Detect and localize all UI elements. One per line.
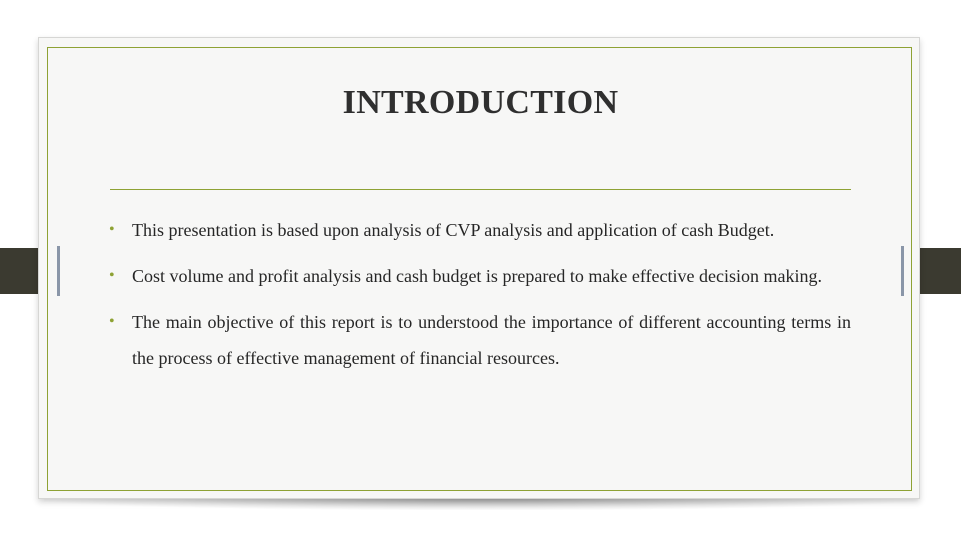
slide-shadow <box>44 498 918 510</box>
bullet-text: The main objective of this report is to understood the importance of different accounting terms in the process of effective management of financial resources. <box>132 312 851 368</box>
bullet-text: This presentation is based upon analysis of CVP analysis and application of cash Budget. <box>132 220 775 240</box>
slide-title: INTRODUCTION <box>342 84 619 121</box>
left-tab-accent <box>57 246 60 296</box>
bullet-dot-icon: • <box>109 313 115 330</box>
right-tab-accent <box>901 246 904 296</box>
bullet-text: Cost volume and profit analysis and cash budget is prepared to make effective decision making. <box>132 266 822 286</box>
bullet-dot-icon: • <box>109 221 115 238</box>
title-divider <box>110 189 851 190</box>
bullet-list <box>109 212 851 386</box>
bullet-dot-icon: • <box>109 267 115 284</box>
bullet-item <box>109 212 851 248</box>
bullet-item <box>109 304 851 376</box>
bullet-item <box>109 258 851 294</box>
